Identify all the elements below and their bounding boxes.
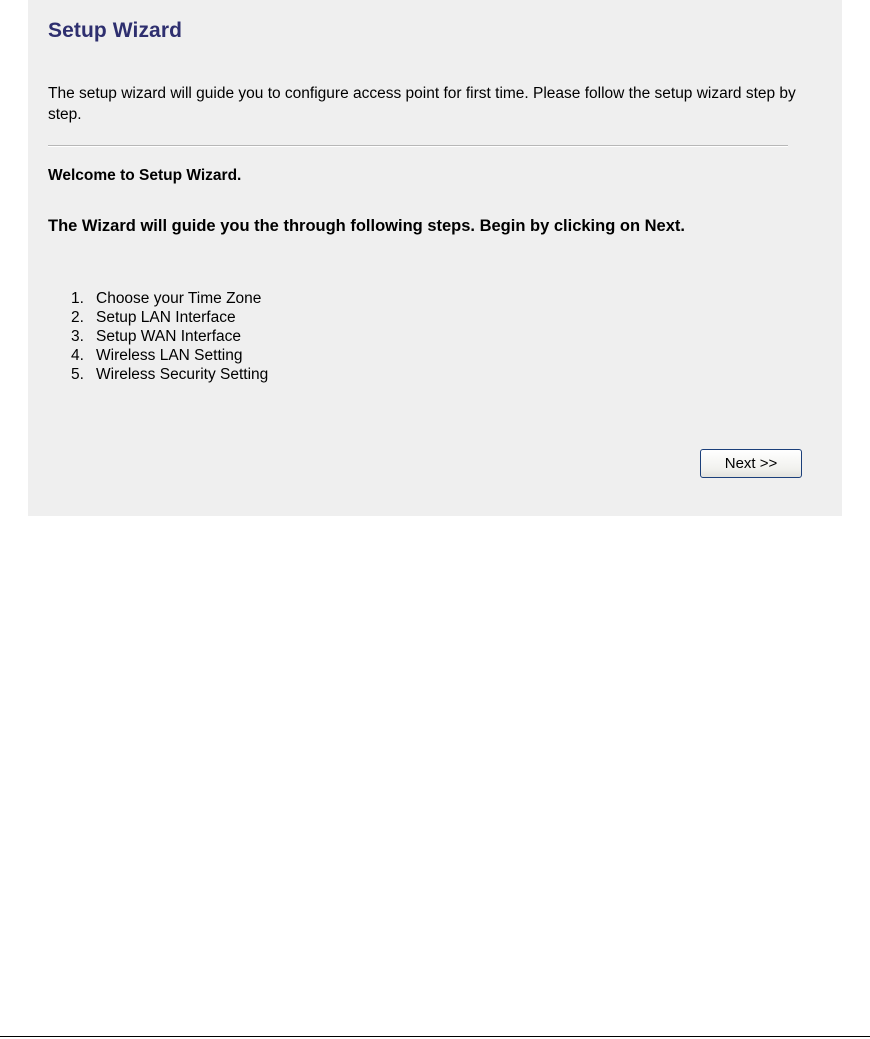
step-number: 2. [71, 309, 84, 326]
step-item-wireless-lan [71, 346, 268, 365]
divider [48, 145, 788, 147]
guide-text: The Wizard will guide you the through following steps. Begin by clicking on Next. [48, 217, 685, 235]
step-item-wireless-security [71, 365, 268, 384]
step-item-lan-interface [71, 308, 268, 327]
page-title: Setup Wizard [48, 19, 183, 42]
step-label: Wireless Security Setting [96, 366, 269, 383]
welcome-heading: Welcome to Setup Wizard. [48, 167, 242, 184]
step-number: 5. [71, 366, 84, 383]
setup-wizard-panel [28, 0, 842, 516]
bottom-rule [0, 1036, 870, 1037]
steps-list [71, 289, 268, 384]
step-label: Setup WAN Interface [96, 328, 242, 345]
step-label: Choose your Time Zone [96, 290, 262, 307]
step-item-wan-interface [71, 327, 268, 346]
step-label: Wireless LAN Setting [96, 347, 243, 364]
step-number: 4. [71, 347, 84, 364]
step-item-time-zone [71, 289, 268, 308]
step-label: Setup LAN Interface [96, 309, 236, 326]
step-number: 1. [71, 290, 84, 307]
step-number: 3. [71, 328, 84, 345]
intro-text: The setup wizard will guide you to configure access point for first time. Please follow the setup wizard step by step. [48, 85, 796, 123]
next-button[interactable]: Next >> [700, 449, 802, 478]
